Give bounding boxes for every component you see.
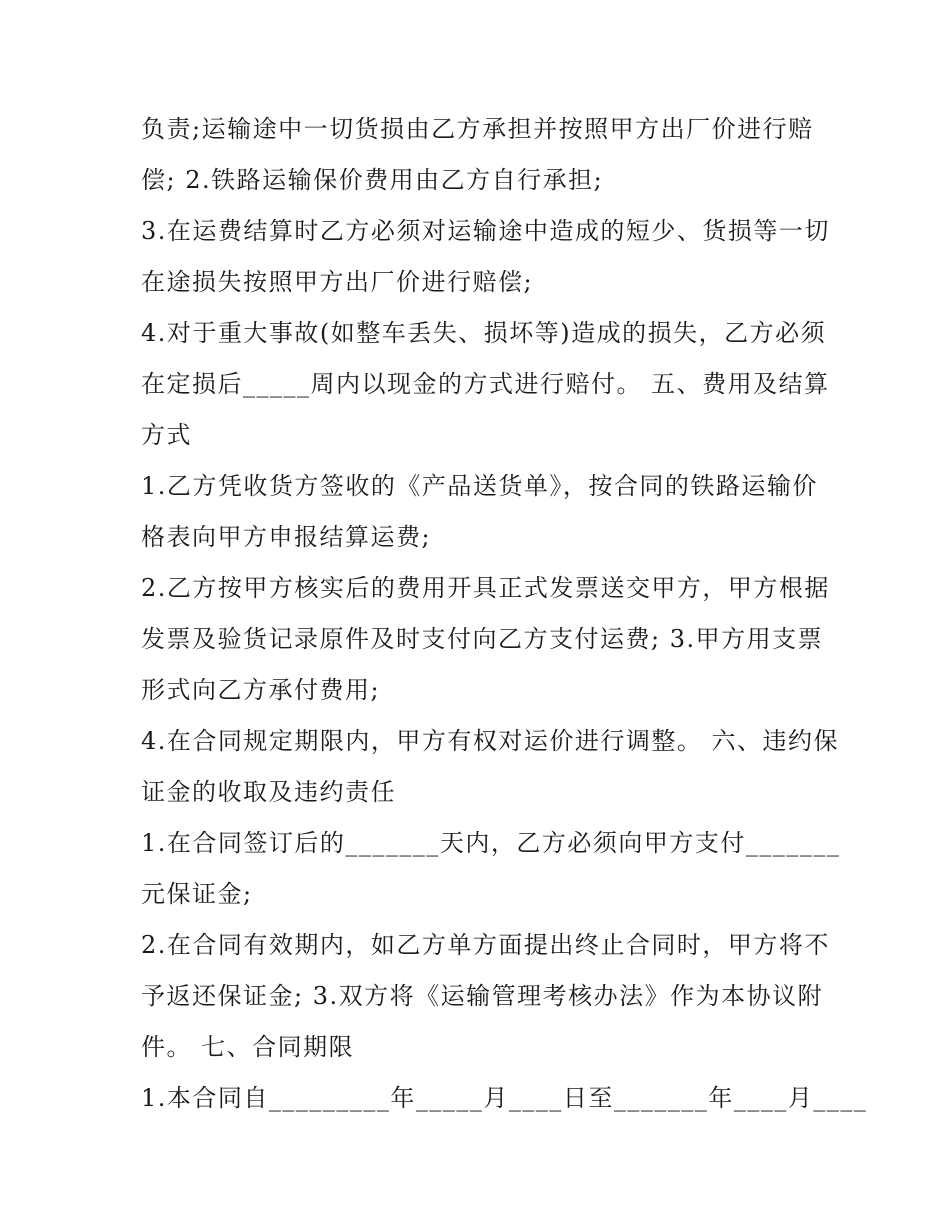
text-line: 形式向乙方承付费用; bbox=[141, 676, 381, 704]
text-line: 件。 七、合同期限 bbox=[141, 1033, 355, 1061]
text-line: 在定损后_____周内以现金的方式进行赔付。 五、费用及结算 bbox=[141, 370, 830, 398]
text-line: 2.乙方按甲方核实后的费用开具正式发票送交甲方，甲方根据 bbox=[141, 574, 830, 602]
document-body bbox=[141, 104, 868, 1124]
text-line: 方式 bbox=[141, 421, 192, 449]
text-line: 发票及验货记录原件及时支付向乙方支付运费; 3.甲方用支票 bbox=[141, 625, 824, 653]
text-line: 元保证金; bbox=[141, 880, 253, 908]
text-line: 4.在合同规定期限内，甲方有权对运价进行调整。 六、违约保 bbox=[141, 727, 840, 755]
text-line: 格表向甲方申报结算运费; bbox=[141, 523, 432, 551]
text-line: 证金的收取及违约责任 bbox=[141, 778, 396, 806]
text-line: 予返还保证金; 3.双方将《运输管理考核办法》作为本协议附 bbox=[141, 982, 824, 1010]
text-line: 负责;运输途中一切货损由乙方承担并按照甲方出厂价进行赔 bbox=[141, 115, 814, 143]
text-line: 4.对于重大事故(如整车丢失、损坏等)造成的损失，乙方必须 bbox=[141, 319, 827, 347]
text-line: 1.乙方凭收货方签收的《产品送货单》，按合同的铁路运输价 bbox=[141, 472, 818, 500]
text-line: 1.本合同自_________年_____月____日至_______年____月____ bbox=[141, 1084, 868, 1112]
text-line: 在途损失按照甲方出厂价进行赔偿; bbox=[141, 268, 534, 296]
text-line: 2.在合同有效期内，如乙方单方面提出终止合同时，甲方将不 bbox=[141, 931, 830, 959]
text-line: 3.在运费结算时乙方必须对运输途中造成的短少、货损等一切 bbox=[141, 217, 830, 245]
text-line: 1.在合同签订后的_______天内，乙方必须向甲方支付_______ bbox=[141, 829, 841, 857]
text-line: 偿; 2.铁路运输保价费用由乙方自行承担; bbox=[141, 166, 604, 194]
